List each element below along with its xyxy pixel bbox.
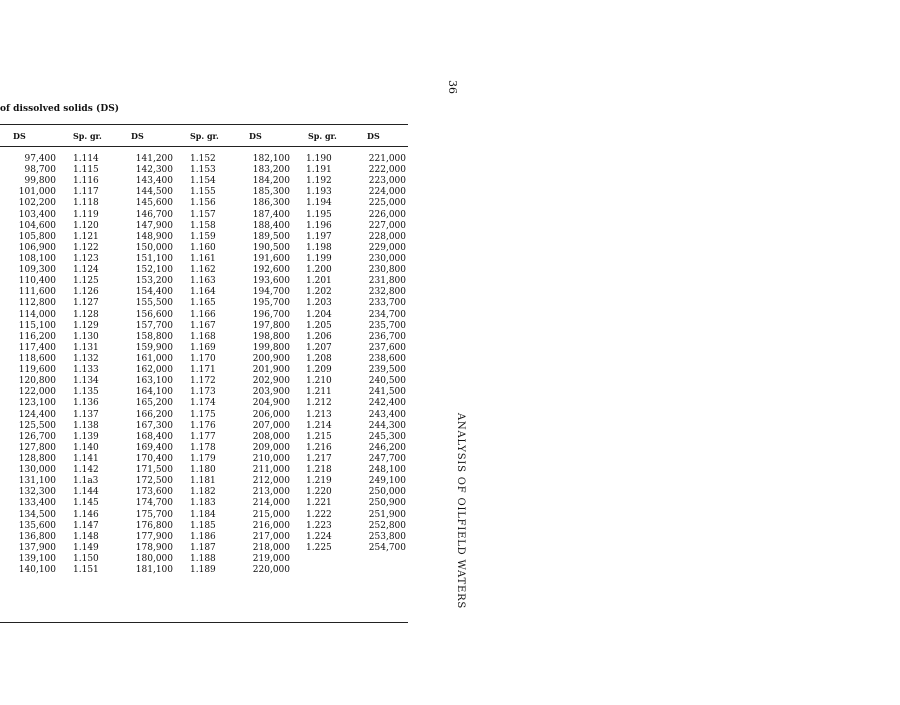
column-ds-1	[13, 154, 56, 576]
table-cell: 191,600	[252, 253, 290, 264]
header-ds-3: DS	[249, 131, 262, 141]
table-cell: 101,000	[18, 187, 56, 198]
table-cell: 170,400	[135, 453, 173, 464]
table-cell: 106,900	[18, 242, 56, 253]
table-cell: 1.214	[306, 420, 332, 431]
table-cell: 1.164	[190, 287, 216, 298]
table-caption: of dissolved solids (DS)	[0, 104, 120, 114]
table-cell: 186,300	[252, 198, 290, 209]
table-cell: 207,000	[252, 420, 290, 431]
table-cell: 1.186	[190, 531, 216, 542]
table-cell: 1.222	[306, 509, 332, 520]
table-cell: 195,700	[252, 298, 290, 309]
table-cell: 1.190	[306, 154, 332, 164]
table-cell: 1.212	[306, 398, 332, 409]
table-cell: 227,000	[368, 220, 406, 231]
table-cell: 1.162	[190, 265, 216, 276]
column-spgr-1	[73, 154, 109, 576]
table-cell: 1.211	[306, 387, 332, 398]
table-cell: 1.117	[73, 187, 99, 198]
table-cell: 119,600	[18, 365, 56, 376]
table-cell: 230,800	[368, 265, 406, 276]
table-cell: 196,700	[252, 309, 290, 320]
table-cell: 212,000	[252, 476, 290, 487]
table-cell: 190,500	[252, 242, 290, 253]
header-spgr-3: Sp. gr.	[308, 131, 337, 141]
table-cell: 1.170	[190, 353, 216, 364]
table-cell: 156,600	[135, 309, 173, 320]
table-cell: 222,000	[368, 165, 406, 176]
table-cell: 127,800	[18, 442, 56, 453]
table-cell: 1.180	[190, 465, 216, 476]
table-cell: 225,000	[368, 198, 406, 209]
table-cell: 1.192	[306, 176, 332, 187]
table-cell: 112,800	[18, 298, 56, 309]
table-cell: 173,600	[135, 487, 173, 498]
table-cell: 1.179	[190, 453, 216, 464]
table-cell: 1.181	[190, 476, 216, 487]
table-cell: 1.218	[306, 465, 332, 476]
table-cell: 246,200	[368, 442, 406, 453]
table-cell: 1.195	[306, 209, 332, 220]
table-cell: 1.166	[190, 309, 216, 320]
table-cell: 1.150	[73, 553, 99, 564]
table-cell: 200,900	[252, 353, 290, 364]
table-cell: 1.191	[306, 165, 332, 176]
table-cell: 1.193	[306, 187, 332, 198]
table-cell: 1.152	[190, 154, 216, 164]
table-cell: 245,300	[368, 431, 406, 442]
table-cell: 182,100	[252, 154, 290, 164]
table-cell: 244,300	[368, 420, 406, 431]
column-spgr-5	[306, 154, 342, 554]
table-cell: 136,800	[18, 531, 56, 542]
table-cell: 1.208	[306, 353, 332, 364]
table-cell: 177,900	[135, 531, 173, 542]
table-cell: 243,400	[368, 409, 406, 420]
table-cell: 132,300	[18, 487, 56, 498]
table-cell: 1.114	[73, 154, 99, 164]
table-cell: 134,500	[18, 509, 56, 520]
table-cell: 117,400	[18, 342, 56, 353]
table-header-rule	[0, 146, 408, 147]
table-cell: 1.144	[73, 487, 99, 498]
table-cell: 198,800	[252, 331, 290, 342]
table-top-rule	[0, 124, 408, 125]
page-number: 36	[446, 80, 459, 94]
table-cell: 144,500	[135, 187, 173, 198]
table-cell: 1.171	[190, 365, 216, 376]
table-cell: 247,700	[368, 453, 406, 464]
table-cell: 1.145	[73, 498, 99, 509]
table-cell: 154,400	[135, 287, 173, 298]
table-cell: 163,100	[135, 376, 173, 387]
table-cell: 1.154	[190, 176, 216, 187]
table-cell: 209,000	[252, 442, 290, 453]
table-cell: 249,100	[368, 476, 406, 487]
table-cell: 125,500	[18, 420, 56, 431]
table-cell: 158,800	[135, 331, 173, 342]
table-cell: 1.199	[306, 253, 332, 264]
table-cell: 1.119	[73, 209, 99, 220]
table-cell: 102,200	[18, 198, 56, 209]
table-cell: 1.224	[306, 531, 332, 542]
table-cell: 1.123	[73, 253, 99, 264]
table-bottom-rule	[0, 622, 408, 623]
table-cell: 1.149	[73, 542, 99, 553]
table-cell: 202,900	[252, 376, 290, 387]
table-cell: 1.120	[73, 220, 99, 231]
table-cell: 218,000	[252, 542, 290, 553]
table-cell: 240,500	[368, 376, 406, 387]
table-cell: 235,700	[368, 320, 406, 331]
table-cell: 181,100	[135, 565, 173, 576]
table-cell: 232,800	[368, 287, 406, 298]
table-cell: 211,000	[252, 465, 290, 476]
table-cell: 238,600	[368, 353, 406, 364]
table-cell: 1.151	[73, 565, 99, 576]
table-cell: 1.174	[190, 398, 216, 409]
table-cell: 176,800	[135, 520, 173, 531]
table-cell: 187,400	[252, 209, 290, 220]
table-cell: 147,900	[135, 220, 173, 231]
table-cell: 1.183	[190, 498, 216, 509]
table-cell: 1.215	[306, 431, 332, 442]
table-cell: 197,800	[252, 320, 290, 331]
table-cell: 1.148	[73, 531, 99, 542]
table-cell: 223,000	[368, 176, 406, 187]
table-cell: 159,900	[135, 342, 173, 353]
table-cell: 1.204	[306, 309, 332, 320]
table-cell: 1.219	[306, 476, 332, 487]
table-cell: 213,000	[252, 487, 290, 498]
table-cell: 1.155	[190, 187, 216, 198]
table-cell: 162,000	[135, 365, 173, 376]
table-cell: 146,700	[135, 209, 173, 220]
table-cell: 1.125	[73, 276, 99, 287]
table-cell: 250,900	[368, 498, 406, 509]
table-cell: 1.160	[190, 242, 216, 253]
table-cell: 140,100	[18, 565, 56, 576]
table-cell: 1.116	[73, 176, 99, 187]
table-cell: 1.137	[73, 409, 99, 420]
table-cell: 1.169	[190, 342, 216, 353]
header-spgr-1: Sp. gr.	[73, 131, 102, 141]
table-cell: 1.168	[190, 331, 216, 342]
table-cell: 1.165	[190, 298, 216, 309]
table-cell: 1.159	[190, 231, 216, 242]
table-cell: 1.135	[73, 387, 99, 398]
table-cell: 1.121	[73, 231, 99, 242]
table-cell: 1.198	[306, 242, 332, 253]
table-cell: 165,200	[135, 398, 173, 409]
table-cell: 216,000	[252, 520, 290, 531]
table-cell: 164,100	[135, 387, 173, 398]
table-cell: 1.201	[306, 276, 332, 287]
table-cell: 184,200	[252, 176, 290, 187]
table-cell: 242,400	[368, 398, 406, 409]
table-cell: 1.153	[190, 165, 216, 176]
table-cell: 1.217	[306, 453, 332, 464]
table-cell: 230,000	[368, 253, 406, 264]
table-cell: 1.157	[190, 209, 216, 220]
table-cell: 1.127	[73, 298, 99, 309]
table-cell: 1.128	[73, 309, 99, 320]
table-cell: 220,000	[252, 565, 290, 576]
table-cell: 1.185	[190, 520, 216, 531]
table-cell: 115,100	[18, 320, 56, 331]
table-cell: 1.178	[190, 442, 216, 453]
table-cell: 1.163	[190, 276, 216, 287]
table-cell: 228,000	[368, 231, 406, 242]
table-cell: 203,900	[252, 387, 290, 398]
table-cell: 1.176	[190, 420, 216, 431]
table-cell: 1.188	[190, 553, 216, 564]
table-cell: 116,200	[18, 331, 56, 342]
table-cell: 1.175	[190, 409, 216, 420]
table-cell: 1.202	[306, 287, 332, 298]
table-cell: 141,200	[135, 154, 173, 164]
table-cell: 183,200	[252, 165, 290, 176]
table-cell: 217,000	[252, 531, 290, 542]
table-cell: 123,100	[18, 398, 56, 409]
table-cell: 226,000	[368, 209, 406, 220]
table-cell: 188,400	[252, 220, 290, 231]
header-spgr-2: Sp. gr.	[190, 131, 219, 141]
table-cell: 210,000	[252, 453, 290, 464]
table-cell: 1.220	[306, 487, 332, 498]
table-cell: 1.140	[73, 442, 99, 453]
table-cell: 99,800	[24, 176, 56, 187]
table-cell: 174,700	[135, 498, 173, 509]
table-cell: 133,400	[18, 498, 56, 509]
table-cell: 185,300	[252, 187, 290, 198]
table-cell: 1.221	[306, 498, 332, 509]
table-cell: 237,600	[368, 342, 406, 353]
table-cell: 1.141	[73, 453, 99, 464]
table-cell: 1.1a3	[73, 476, 99, 487]
table-cell: 1.138	[73, 420, 99, 431]
table-cell: 189,500	[252, 231, 290, 242]
table-cell: 1.172	[190, 376, 216, 387]
table-cell: 167,300	[135, 420, 173, 431]
table-cell: 1.194	[306, 198, 332, 209]
table-cell: 233,700	[368, 298, 406, 309]
table-cell: 1.158	[190, 220, 216, 231]
table-cell: 236,700	[368, 331, 406, 342]
table-cell: 206,000	[252, 409, 290, 420]
table-cell: 253,800	[368, 531, 406, 542]
table-cell: 234,700	[368, 309, 406, 320]
table-cell: 1.200	[306, 265, 332, 276]
table-cell: 1.132	[73, 353, 99, 364]
header-ds-4: DS	[367, 131, 380, 141]
table-cell: 208,000	[252, 431, 290, 442]
column-spgr-3	[190, 154, 226, 576]
table-cell: 229,000	[368, 242, 406, 253]
column-ds-3	[246, 154, 290, 576]
table-cell: 135,600	[18, 520, 56, 531]
table-cell: 1.182	[190, 487, 216, 498]
table-cell: 1.206	[306, 331, 332, 342]
table-cell: 1.161	[190, 253, 216, 264]
table-cell: 214,000	[252, 498, 290, 509]
table-cell: 250,000	[368, 487, 406, 498]
table-cell: 166,200	[135, 409, 173, 420]
table-cell: 224,000	[368, 187, 406, 198]
table-cell: 180,000	[135, 553, 173, 564]
table-cell: 178,900	[135, 542, 173, 553]
table-cell: 1.207	[306, 342, 332, 353]
column-ds-2	[127, 154, 173, 576]
table-cell: 1.142	[73, 465, 99, 476]
table-cell: 1.126	[73, 287, 99, 298]
table-cell: 252,800	[368, 520, 406, 531]
table-cell: 1.124	[73, 265, 99, 276]
table-cell: 204,900	[252, 398, 290, 409]
table-cell: 231,800	[368, 276, 406, 287]
table-cell: 193,600	[252, 276, 290, 287]
table-cell: 168,400	[135, 431, 173, 442]
table-cell: 1.130	[73, 331, 99, 342]
table-cell: 219,000	[252, 553, 290, 564]
table-cell: 1.136	[73, 398, 99, 409]
table-cell: 155,500	[135, 298, 173, 309]
table-cell: 1.118	[73, 198, 99, 209]
table-cell: 150,000	[135, 242, 173, 253]
header-ds-1: DS	[13, 131, 26, 141]
table-cell: 254,700	[368, 542, 406, 553]
table-cell: 104,600	[18, 220, 56, 231]
table-cell: 114,000	[18, 309, 56, 320]
table-cell: 239,500	[368, 365, 406, 376]
table-cell: 157,700	[135, 320, 173, 331]
table-cell: 97,400	[24, 154, 56, 164]
table-cell: 1.146	[73, 509, 99, 520]
table-cell: 1.197	[306, 231, 332, 242]
table-cell: 1.115	[73, 165, 99, 176]
table-cell: 1.167	[190, 320, 216, 331]
table-cell: 126,700	[18, 431, 56, 442]
table-cell: 251,900	[368, 509, 406, 520]
table-cell: 118,600	[18, 353, 56, 364]
table-cell: 110,400	[18, 276, 56, 287]
table-cell: 241,500	[368, 387, 406, 398]
table-cell: 1.210	[306, 376, 332, 387]
table-cell: 215,000	[252, 509, 290, 520]
table-cell: 1.177	[190, 431, 216, 442]
table-cell: 1.213	[306, 409, 332, 420]
column-ds-4	[362, 154, 406, 554]
table-cell: 1.147	[73, 520, 99, 531]
table-cell: 152,100	[135, 265, 173, 276]
table-cell: 1.223	[306, 520, 332, 531]
table-cell: 137,900	[18, 542, 56, 553]
table-cell: 1.196	[306, 220, 332, 231]
table-cell: 1.133	[73, 365, 99, 376]
table-cell: 1.216	[306, 442, 332, 453]
table-cell: 108,100	[18, 253, 56, 264]
table-cell: 153,200	[135, 276, 173, 287]
table-cell: 1.129	[73, 320, 99, 331]
table-cell: 151,100	[135, 253, 173, 264]
table-cell: 1.187	[190, 542, 216, 553]
table-cell: 128,800	[18, 453, 56, 464]
table-cell: 1.134	[73, 376, 99, 387]
table-cell: 139,100	[18, 553, 56, 564]
table-cell: 1.203	[306, 298, 332, 309]
table-cell: 105,800	[18, 231, 56, 242]
table-cell: 1.139	[73, 431, 99, 442]
table-cell: 122,000	[18, 387, 56, 398]
table-cell: 131,100	[18, 476, 56, 487]
table-cell: 120,800	[18, 376, 56, 387]
table-cell: 143,400	[135, 176, 173, 187]
table-cell: 199,800	[252, 342, 290, 353]
table-cell: 148,900	[135, 231, 173, 242]
table-cell: 1.184	[190, 509, 216, 520]
table-cell: 201,900	[252, 365, 290, 376]
table-cell: 109,300	[18, 265, 56, 276]
table-cell: 1.156	[190, 198, 216, 209]
table-cell: 1.209	[306, 365, 332, 376]
table-cell: 194,700	[252, 287, 290, 298]
table-cell: 130,000	[18, 465, 56, 476]
running-head: ANALYSIS OF OILFIELD WATERS	[455, 412, 466, 610]
table-cell: 1.122	[73, 242, 99, 253]
table-cell: 1.131	[73, 342, 99, 353]
table-cell: 171,500	[135, 465, 173, 476]
table-cell: 161,000	[135, 353, 173, 364]
table-cell: 98,700	[24, 165, 56, 176]
table-cell: 111,600	[18, 287, 56, 298]
table-cell: 1.205	[306, 320, 332, 331]
table-cell: 1.173	[190, 387, 216, 398]
table-cell: 145,600	[135, 198, 173, 209]
table-cell: 1.189	[190, 565, 216, 576]
table-cell: 221,000	[368, 154, 406, 164]
table-cell: 1.225	[306, 542, 332, 553]
table-cell: 124,400	[18, 409, 56, 420]
table-cell: 142,300	[135, 165, 173, 176]
table-cell: 172,500	[135, 476, 173, 487]
table-cell: 103,400	[18, 209, 56, 220]
table-cell: 192,600	[252, 265, 290, 276]
table-cell: 169,400	[135, 442, 173, 453]
header-ds-2: DS	[131, 131, 144, 141]
table-cell: 248,100	[368, 465, 406, 476]
table-cell: 175,700	[135, 509, 173, 520]
